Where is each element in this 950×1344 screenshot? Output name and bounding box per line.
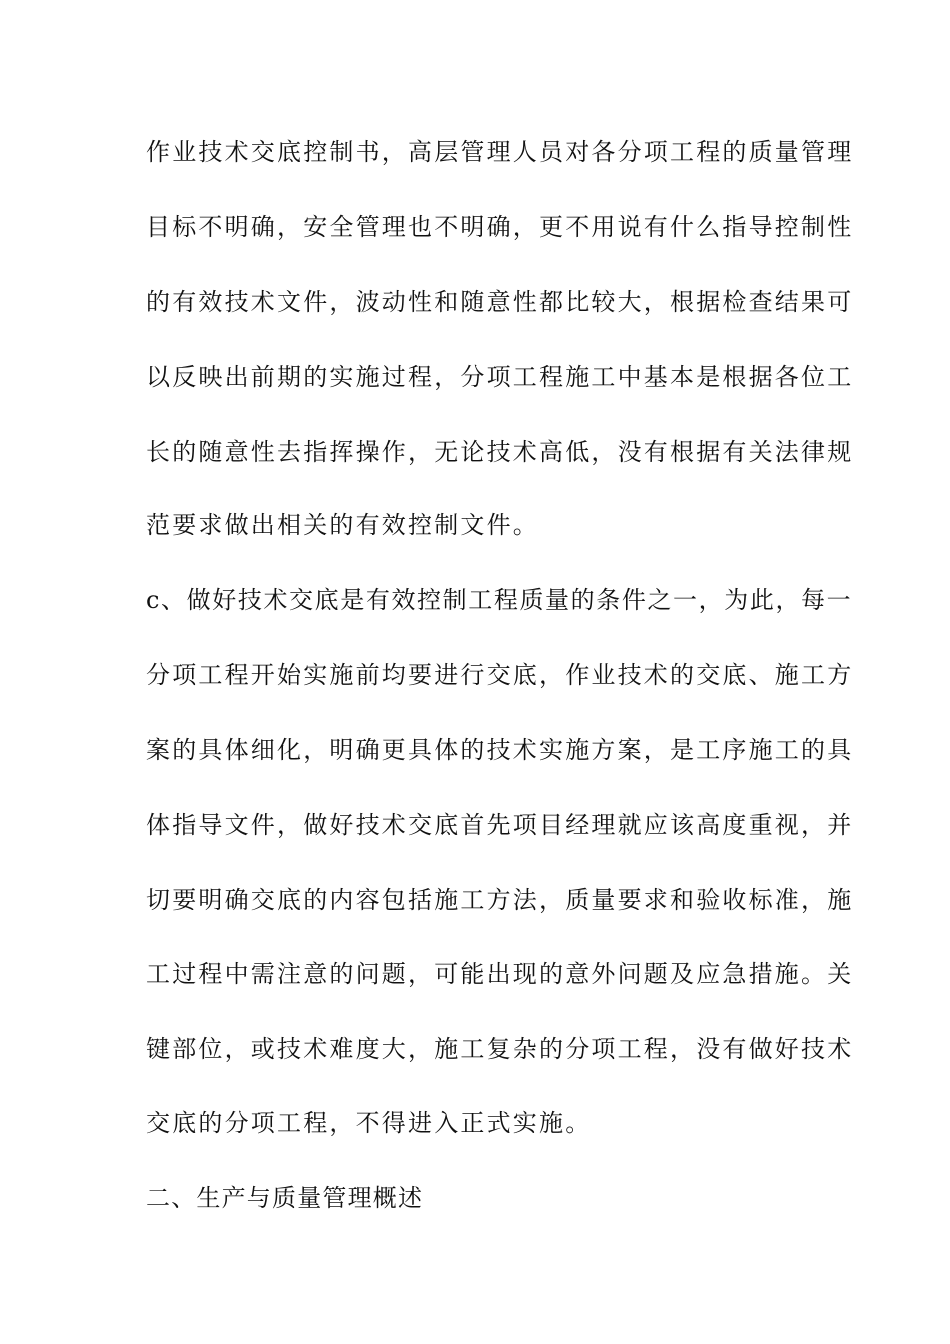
text-line: 体指导文件，做好技术交底首先项目经理就应该高度重视，并	[146, 811, 854, 839]
text-line: 案的具体细化，明确更具体的技术实施方案，是工序施工的具	[146, 736, 854, 764]
text-line: 作业技术交底控制书，高层管理人员对各分项工程的质量管理	[146, 138, 854, 166]
text-line: 工过程中需注意的问题，可能出现的意外问题及应急措施。关	[146, 960, 854, 988]
text-line: 范要求做出相关的有效控制文件。	[146, 511, 539, 539]
text-line: 以反映出前期的实施过程，分项工程施工中基本是根据各位工	[146, 363, 854, 391]
text-line: 分项工程开始实施前均要进行交底，作业技术的交底、施工方	[146, 661, 854, 689]
text-line: 键部位，或技术难度大，施工复杂的分项工程，没有做好技术	[146, 1035, 854, 1063]
section-heading: 二、生产与质量管理概述	[146, 1184, 424, 1212]
text-line: 切要明确交底的内容包括施工方法，质量要求和验收标准，施	[146, 886, 854, 914]
text-line: 的有效技术文件，波动性和随意性都比较大，根据检查结果可	[146, 288, 854, 316]
text-line: 目标不明确，安全管理也不明确，更不用说有什么指导控制性	[146, 213, 854, 241]
text-line: 长的随意性去指挥操作，无论技术高低，没有根据有关法律规	[146, 438, 854, 466]
text-line: c、做好技术交底是有效控制工程质量的条件之一，为此，每一	[146, 586, 853, 614]
text-line: 交底的分项工程，不得进入正式实施。	[146, 1109, 592, 1137]
